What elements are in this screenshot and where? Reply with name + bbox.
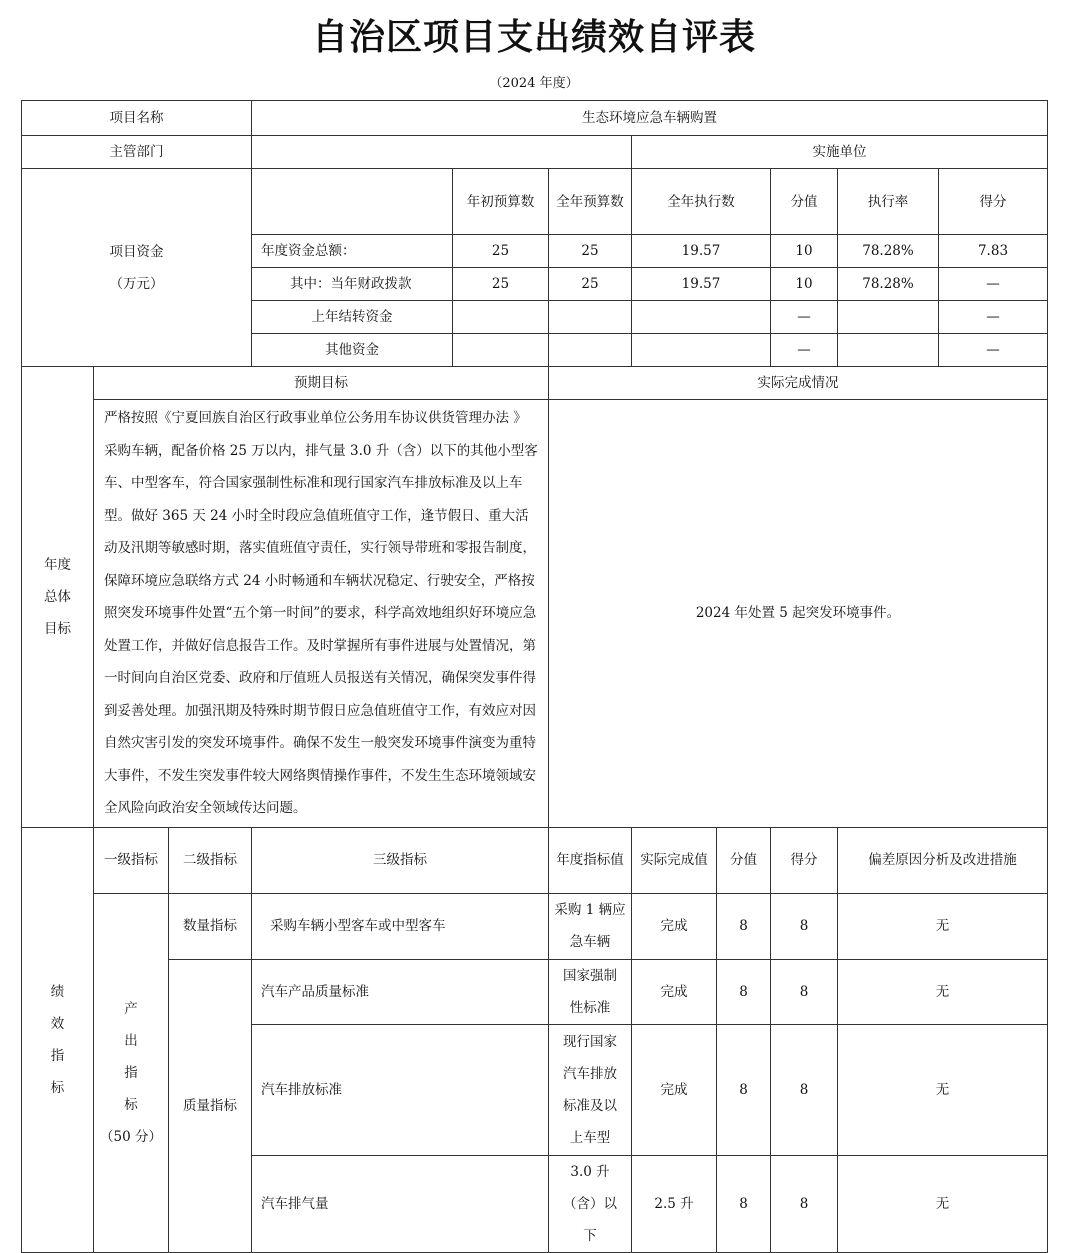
header-deviation-reason-text: 偏差原因分析及改进措施 bbox=[868, 852, 1017, 868]
funds-header-executed: 全年执行数 bbox=[632, 169, 771, 235]
indicator-reason: 无 bbox=[838, 1024, 1048, 1155]
funds-cell: 25 bbox=[549, 268, 632, 301]
indicator-target: 采购 1 辆应急车辆 bbox=[549, 893, 632, 959]
funds-cell: 7.83 bbox=[939, 235, 1048, 268]
header-deviation-reason bbox=[838, 827, 1048, 893]
funds-cell: 19.57 bbox=[632, 235, 771, 268]
funds-cell bbox=[838, 301, 939, 334]
funds-cell: — bbox=[939, 334, 1048, 367]
quality-indicator-label: 质量指标 bbox=[169, 959, 252, 1252]
indicator-points: 8 bbox=[717, 1024, 771, 1155]
implementing-unit-label bbox=[632, 136, 1048, 169]
expected-goal-text: 严格按照《宁夏回族自治区行政事业单位公务用车协议供货管理办法 》采购车辆，配备价格 25 万以内，排气量 3.0 升（含）以下的其他小型客车、中型客车，符合国家强制性标准和现行国家汽车排放标准及以上车型。做好 365 天 24 小时全时段应急值班值守工作，逢节假日、重大活动及汛期等敏感时期，落实值班值守责任，实行领导带班和零报告制度，保障环境应急联络方式 24 小时畅通和车辆状况稳定、行驶安全，严格按照突发环境事件处置“五个第一时间”的要求，科学高效地组织好环境应急处置工作，并做好信息报告工作。及时掌握所有事件进展与处置情况，第一时间向自治区党委、政府和厅值班人员报送有关情况，确保突发事件得到妥善处理。加强汛期及特殊时期节假日应急值班值守工作，有效应对因自然灾害引发的突发环境事件。确保不发生一般突发环境事件演变为重特大事件，不发生突发事件较大网络舆情操作事件，不发生生态环境领域安全风险向政治安全领域传达问题。 bbox=[94, 400, 549, 828]
indicator-points: 8 bbox=[717, 893, 771, 959]
funds-header-blank bbox=[252, 169, 453, 235]
header-score: 得分 bbox=[771, 827, 838, 893]
funds-cell: 78.28% bbox=[838, 235, 939, 268]
performance-label bbox=[22, 827, 94, 1253]
funds-cell bbox=[838, 334, 939, 367]
indicator-level3: 汽车排气量 bbox=[252, 1155, 549, 1252]
header-points: 分值 bbox=[717, 827, 771, 893]
indicator-score: 8 bbox=[771, 1155, 838, 1252]
funds-cell: — bbox=[939, 301, 1048, 334]
output-indicator-char: 出 bbox=[124, 1032, 138, 1049]
output-indicator-label bbox=[94, 893, 169, 1253]
header-level2: 二级指标 bbox=[169, 827, 252, 893]
funds-header-initial-budget: 年初预算数 bbox=[453, 169, 549, 235]
funds-header-points: 分值 bbox=[771, 169, 838, 235]
page-subtitle: （2024 年度） bbox=[489, 76, 579, 91]
indicator-target-text: 国家强制性标准 bbox=[563, 967, 617, 1016]
quantity-indicator-label: 数量指标 bbox=[169, 893, 252, 959]
funds-cell: — bbox=[771, 301, 838, 334]
funds-cell: — bbox=[771, 334, 838, 367]
indicator-actual: 完成 bbox=[632, 1024, 717, 1155]
funds-cell bbox=[632, 301, 771, 334]
performance-label-char: 绩 bbox=[50, 983, 65, 1000]
funds-header-score: 得分 bbox=[939, 169, 1048, 235]
output-indicator-points: （50 分） bbox=[100, 1128, 162, 1145]
page-title: 自治区项目支出绩效自评表 bbox=[311, 16, 756, 58]
indicator-actual: 完成 bbox=[632, 959, 717, 1024]
performance-label-char: 指 bbox=[50, 1047, 65, 1064]
output-indicator-char: 标 bbox=[124, 1096, 138, 1113]
actual-completion-text: 2024 年处置 5 起突发环境事件。 bbox=[549, 400, 1048, 828]
department-value bbox=[252, 136, 632, 169]
indicator-actual: 完成 bbox=[632, 893, 717, 959]
indicator-reason: 无 bbox=[838, 1155, 1048, 1252]
output-indicator-char: 指 bbox=[124, 1064, 138, 1081]
indicator-target bbox=[549, 1155, 632, 1252]
indicator-target bbox=[549, 959, 632, 1024]
department-label: 主管部门 bbox=[22, 136, 252, 169]
funds-cell: 25 bbox=[453, 268, 549, 301]
indicator-reason: 无 bbox=[838, 959, 1048, 1024]
funds-row-label: 其他资金 bbox=[252, 334, 453, 367]
indicator-score: 8 bbox=[771, 1024, 838, 1155]
indicator-row bbox=[22, 959, 1048, 1024]
header-target-value: 年度指标值 bbox=[549, 827, 632, 893]
funds-cell: 25 bbox=[453, 235, 549, 268]
funds-label-line2: （万元） bbox=[109, 275, 164, 292]
indicator-level3: 采购车辆小型客车或中型客车 bbox=[252, 893, 549, 959]
indicator-target-text: 现行国家汽车排放标准及以上车型 bbox=[563, 1033, 617, 1146]
header-actual-value: 实际完成值 bbox=[632, 827, 717, 893]
funds-cell bbox=[453, 301, 549, 334]
funds-row-label: 其中：当年财政拨款 bbox=[252, 268, 453, 301]
annual-goal-label bbox=[22, 367, 94, 828]
funds-cell bbox=[549, 301, 632, 334]
indicator-reason: 无 bbox=[838, 893, 1048, 959]
table-spacer bbox=[169, 1252, 1048, 1253]
performance-label-char: 标 bbox=[50, 1079, 65, 1096]
indicator-actual: 2.5 升 bbox=[632, 1155, 717, 1252]
funds-label-line1: 项目资金 bbox=[109, 243, 164, 260]
actual-completion-header: 实际完成情况 bbox=[549, 367, 1048, 400]
funds-label bbox=[22, 169, 252, 367]
header-level3: 三级指标 bbox=[252, 827, 549, 893]
indicator-score: 8 bbox=[771, 959, 838, 1024]
indicator-score: 8 bbox=[771, 893, 838, 959]
funds-cell: 25 bbox=[549, 235, 632, 268]
funds-row-label: 上年结转资金 bbox=[252, 301, 453, 334]
annual-goal-label-line: 目标 bbox=[44, 620, 71, 637]
header-level1: 一级指标 bbox=[94, 827, 169, 893]
indicator-points: 8 bbox=[717, 1155, 771, 1252]
indicator-level3: 汽车排放标准 bbox=[252, 1024, 549, 1155]
funds-cell bbox=[549, 334, 632, 367]
funds-cell bbox=[453, 334, 549, 367]
implementing-unit-label-text: 实施单位 bbox=[812, 144, 867, 160]
indicator-level3: 汽车产品质量标准 bbox=[252, 959, 549, 1024]
funds-cell: — bbox=[939, 268, 1048, 301]
expected-goal-header: 预期目标 bbox=[94, 367, 549, 400]
annual-goal-label-line: 总体 bbox=[44, 588, 71, 605]
funds-cell bbox=[632, 334, 771, 367]
indicator-row bbox=[22, 893, 1048, 959]
indicator-target bbox=[549, 1024, 632, 1155]
annual-goal-label-line: 年度 bbox=[44, 556, 71, 573]
funds-cell: 10 bbox=[771, 268, 838, 301]
funds-row-label: 年度资金总额： bbox=[252, 235, 453, 268]
funds-cell: 78.28% bbox=[838, 268, 939, 301]
funds-header-exec-rate: 执行率 bbox=[838, 169, 939, 235]
funds-cell: 19.57 bbox=[632, 268, 771, 301]
project-name-value: 生态环境应急车辆购置 bbox=[252, 101, 1048, 136]
project-name-label: 项目名称 bbox=[22, 101, 252, 136]
indicator-points: 8 bbox=[717, 959, 771, 1024]
funds-header-annual-budget: 全年预算数 bbox=[549, 169, 632, 235]
self-evaluation-table bbox=[21, 100, 1048, 1253]
performance-label-char: 效 bbox=[50, 1015, 65, 1032]
output-indicator-char: 产 bbox=[124, 1000, 138, 1017]
indicator-target-text: 3.0 升（含）以下 bbox=[563, 1163, 617, 1244]
funds-cell: 10 bbox=[771, 235, 838, 268]
